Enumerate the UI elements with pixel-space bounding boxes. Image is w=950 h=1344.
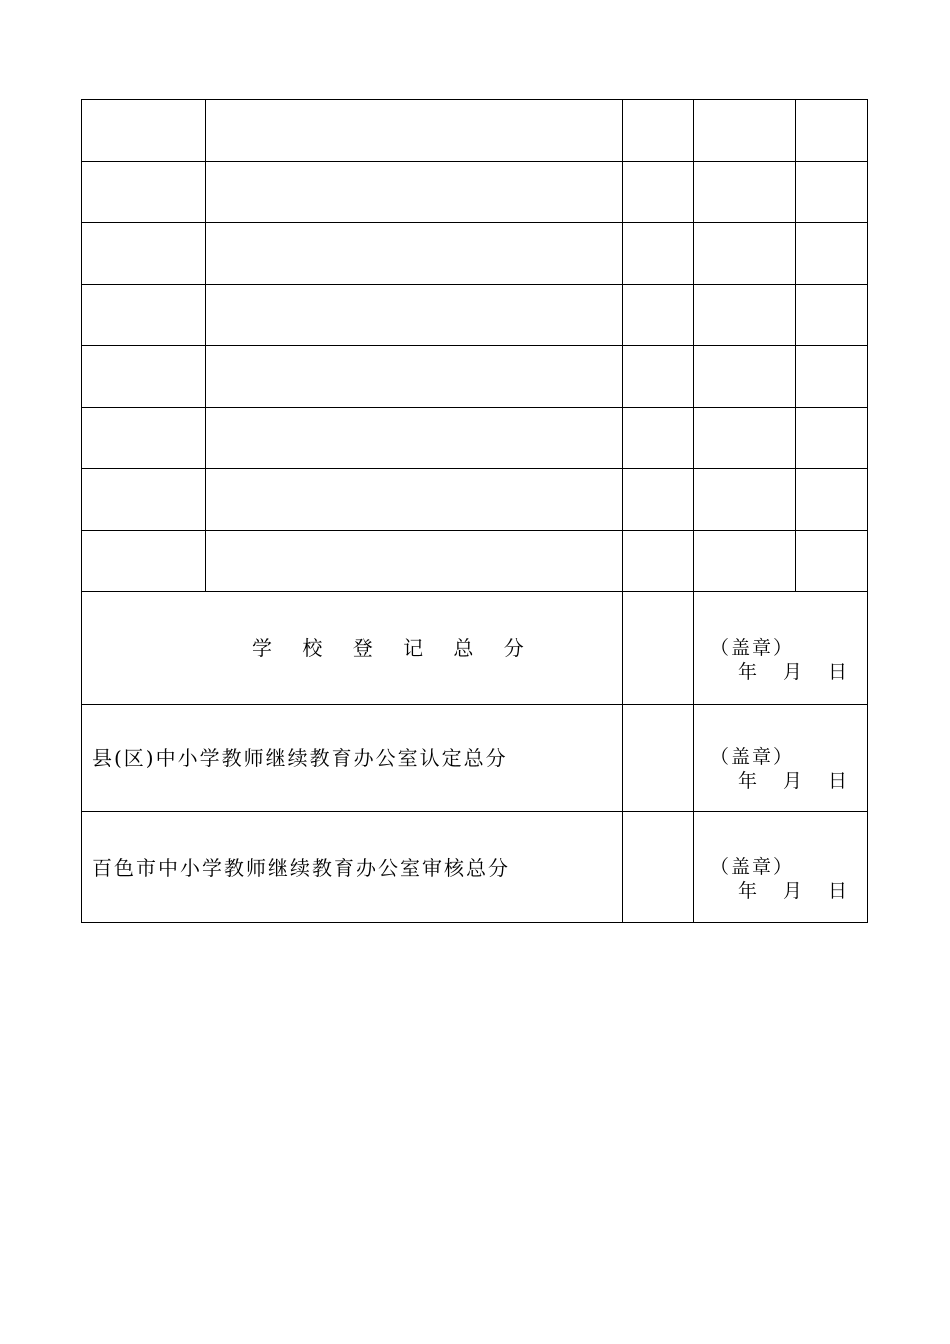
seal-day: 日 bbox=[828, 770, 848, 792]
city-total-label: 百色市中小学教师继续教育办公室审核总分 bbox=[92, 856, 510, 880]
seal-month: 月 bbox=[783, 661, 803, 683]
county-total-label: 县(区)中小学教师继续教育办公室认定总分 bbox=[92, 746, 508, 770]
seal-stamp-text: （盖章） bbox=[710, 856, 795, 878]
seal-stamp-text: （盖章） bbox=[710, 637, 795, 659]
seal-month: 月 bbox=[783, 880, 803, 902]
seal-year: 年 bbox=[738, 661, 758, 683]
column-divider bbox=[622, 100, 623, 922]
row-divider bbox=[82, 468, 867, 469]
city-seal bbox=[710, 855, 847, 903]
registration-table bbox=[81, 99, 868, 923]
seal-stamp-text: （盖章） bbox=[710, 746, 795, 768]
seal-day: 日 bbox=[828, 661, 848, 683]
school-seal bbox=[710, 636, 847, 684]
column-divider bbox=[795, 100, 796, 592]
column-divider bbox=[693, 100, 694, 922]
row-divider bbox=[82, 284, 867, 285]
seal-year: 年 bbox=[738, 770, 758, 792]
row-divider bbox=[82, 530, 867, 531]
row-divider bbox=[82, 704, 867, 705]
seal-date bbox=[710, 879, 847, 903]
seal-day: 日 bbox=[828, 880, 848, 902]
row-divider bbox=[82, 811, 867, 812]
seal-date bbox=[710, 769, 847, 793]
row-divider bbox=[82, 591, 867, 592]
row-divider bbox=[82, 345, 867, 346]
seal-month: 月 bbox=[783, 770, 803, 792]
county-seal bbox=[710, 745, 847, 793]
row-divider bbox=[82, 222, 867, 223]
school-total-label: 学 校 登 记 总 分 bbox=[252, 636, 536, 660]
seal-year: 年 bbox=[738, 880, 758, 902]
seal-date bbox=[710, 660, 847, 684]
row-divider bbox=[82, 407, 867, 408]
row-divider bbox=[82, 161, 867, 162]
column-divider bbox=[205, 100, 206, 592]
